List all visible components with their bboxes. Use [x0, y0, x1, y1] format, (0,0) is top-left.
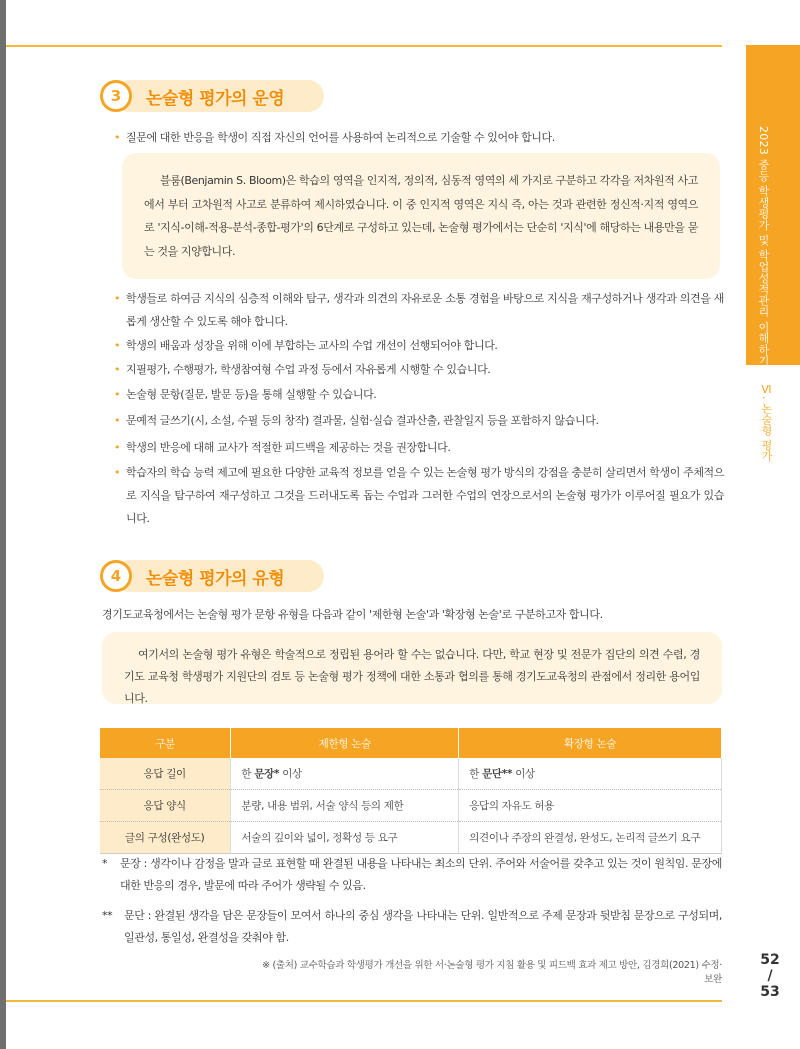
row-label: 응답 길이: [100, 758, 231, 790]
document-page: [6, 0, 800, 1049]
table-cell: 의견이나 주장의 완결성, 완성도, 논리적 글쓰기 요구: [459, 822, 722, 854]
list-item: • 문예적 글쓰기(시, 소설, 수필 등의 창작) 결과물, 실험·실습 결과산출, 관찰일지 등을 포함하지 않습니다.: [114, 409, 724, 432]
row-label: 응답 양식: [100, 790, 231, 822]
footnote-text: 문장 : 생각이나 감정을 말과 글로 표현할 때 완결된 내용을 나타내는 최소의 단위. 주어와 서술어를 갖추고 있는 것이 원칙임. 문장에 대한 반응의 경우, 발문에 따라 주어가 생략될 수 있음.: [120, 857, 722, 892]
section-title: 논술형 평가의 운영: [146, 88, 285, 109]
section-number: 3: [100, 80, 132, 112]
list-item: • 질문에 대한 반응을 학생이 직접 자신의 언어를 사용하여 논리적으로 기술할 수 있어야 합니다.: [114, 126, 724, 149]
bullet-icon: •: [114, 131, 121, 144]
source-citation: ※ (출처) 교수학습과 학생평가 개선을 위한 서·논술형 평가 지침 활용 및 피드백 효과 제고 방안, 김경희(2021) 수정·보완: [262, 960, 722, 985]
bullet-icon: •: [114, 363, 121, 376]
bullet-icon: •: [114, 292, 121, 305]
table-cell: 한 문장* 이상: [231, 758, 459, 790]
info-box: [122, 153, 720, 279]
section-3-heading: [100, 80, 284, 112]
bottom-rule: [6, 1000, 722, 1002]
top-rule: [6, 45, 722, 47]
table-cell: 한 문단** 이상: [459, 758, 722, 790]
table-header: 제한형 논술: [231, 728, 459, 758]
list-item: • 학생의 반응에 대해 교사가 적절한 피드백을 제공하는 것을 권장합니다.: [114, 436, 724, 459]
bullet-icon: •: [114, 441, 121, 454]
box-text: 여기서의 논술형 평가 유형은 학술적으로 정립된 용어라 할 수는 없습니다. 다만, 학교 현장 및 전문가 집단의 의견 수렴, 경기도 교육청 학생평가 지원단의 검토 등 논술형 평가 정책에 대한 소통과 협의를 통해 경기도교육청의 관점에서 정리한 용어입니다.: [124, 648, 700, 705]
list-item: • 학생의 배움과 성장을 위해 이에 부합하는 교사의 수업 개선이 선행되어야 합니다.: [114, 334, 724, 357]
section-intro: 경기도교육청에서는 논술형 평가 문항 유형을 다음과 같이 '제한형 논술'과 '확장형 논술'로 구분하고자 합니다.: [102, 608, 603, 621]
bullet-icon: •: [114, 466, 121, 479]
section-4-heading: [100, 560, 284, 592]
box-text: 블룸(Benjamin S. Bloom)은 학습의 영역을 인지적, 정의적, 심동적 영역의 세 가지로 구분하고 각각을 저차원적 사고에서 부터 고차원적 사고로 분류하여 제시하였습니다. 이 중 인지적 영역은 지식 즉, 아는 것과 관련한 정신적·지적 영역으로 '지식-이해-적용-분석-종합-평가'의 6단계로 구성하고 있는데, 논술형 평가에서는 단순히 '지식'에 해당하는 내용만을 묻는 것을 지양합니다.: [144, 174, 698, 258]
sidebar-title: 2023 중등 학생평가 및 학업성적관리 이해하기: [757, 126, 770, 367]
table-cell: 분량, 내용 범위, 서술 양식 등의 제한: [231, 790, 459, 822]
section-number: 4: [100, 560, 132, 592]
list-item: • 학생들로 하여금 지식의 심층적 이해와 탐구, 생각과 의견의 자유로운 소통 경험을 바탕으로 지식을 재구성하거나 생각과 의견을 새롭게 생산할 수 있도록 해야 합니다.: [114, 287, 724, 333]
page-number: 52 / 53: [760, 952, 780, 1000]
info-box: [102, 632, 722, 704]
footnote: [102, 905, 722, 949]
footnote-mark: **: [102, 909, 113, 922]
table-cell: 응답의 자유도 허용: [459, 790, 722, 822]
sidebar-chapter: Ⅵ. 논술형 평가: [760, 383, 773, 462]
bullet-icon: •: [114, 414, 121, 427]
table-header: 구분: [100, 728, 231, 758]
footnote-mark: *: [102, 857, 108, 870]
section-title: 논술형 평가의 유형: [146, 568, 285, 589]
list-item: • 지필평가, 수행평가, 학생참여형 수업 과정 등에서 자유롭게 시행할 수 있습니다.: [114, 358, 724, 381]
table-header: 확장형 논술: [459, 728, 722, 758]
comparison-table: [100, 728, 722, 854]
list-item: • 논술형 문항(질문, 발문 등)을 통해 실행할 수 있습니다.: [114, 383, 724, 406]
list-item: • 학습자의 학습 능력 제고에 필요한 다양한 교육적 정보를 얻을 수 있는 논술형 평가 방식의 강점을 충분히 살리면서 학생이 주체적으로 지식을 탐구하여 재구성하고 그것을 드러내도록 돕는 수업과 그러한 수업의 연장으로서의 논술형 평가가 이루어질 필요가 있습니다.: [114, 461, 724, 530]
table-row: [100, 758, 722, 790]
bullet-icon: •: [114, 339, 121, 352]
row-label: 글의 구성(완성도): [100, 822, 231, 854]
bullet-icon: •: [114, 388, 121, 401]
footnote: [102, 853, 722, 897]
footnote-text: 문단 : 완결된 생각을 담은 문장들이 모여서 하나의 중심 생각을 나타내는 단위. 일반적으로 주제 문장과 뒷받침 문장으로 구성되며, 일관성, 통일성, 완결성을 갖춰야 함.: [124, 909, 722, 944]
table-row: [100, 790, 722, 822]
table-cell: 서술의 깊이와 넓이, 정확성 등 요구: [231, 822, 459, 854]
table-row: [100, 822, 722, 854]
